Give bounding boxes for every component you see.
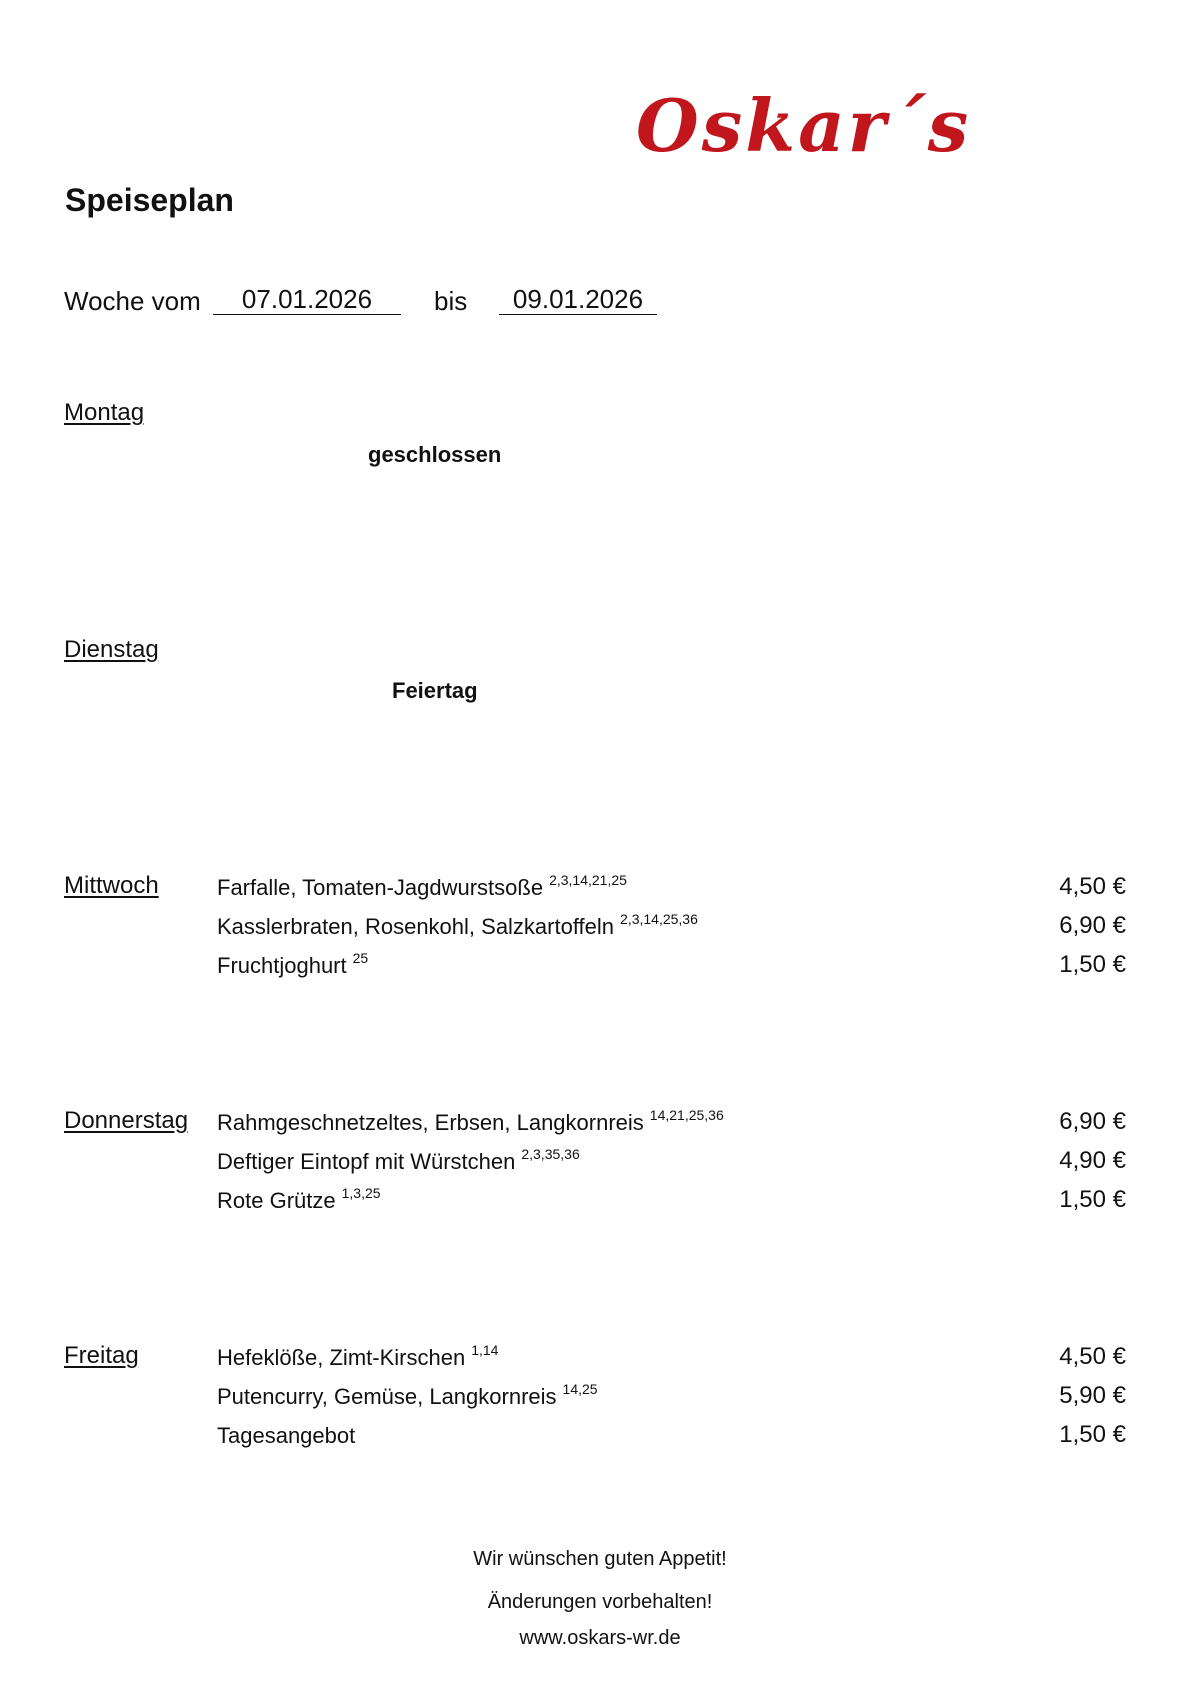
week-label: Woche vom <box>64 286 201 316</box>
dish-name: Rahmgeschnetzeltes, Erbsen, Langkornreis <box>217 1110 644 1135</box>
day-monday: Montag <box>64 399 145 426</box>
dish-price: 4,90 € <box>1059 1147 1126 1174</box>
dish-name: Fruchtjoghurt <box>217 953 347 978</box>
page-title: Speiseplan <box>65 182 234 218</box>
tuesday-note: Feiertag <box>392 678 478 703</box>
dish-price: 4,50 € <box>1059 873 1126 900</box>
dish-price: 6,90 € <box>1059 1108 1126 1135</box>
footer-disclaimer: Änderungen vorbehalten! <box>487 1591 713 1613</box>
dish-name: Kasslerbraten, Rosenkohl, Salzkartoffeln <box>217 914 615 939</box>
week-start-date: 07.01.2026 <box>213 286 401 315</box>
dish-name: Deftiger Eintopf mit Würstchen <box>217 1149 516 1174</box>
additives: 14,21,25,36 <box>649 1107 724 1123</box>
menu-item <box>217 1146 580 1174</box>
dish-name: Putencurry, Gemüse, Langkornreis <box>217 1384 557 1409</box>
day-tuesday: Dienstag <box>64 636 159 663</box>
dish-price: 4,50 € <box>1059 1343 1126 1370</box>
additives: 25 <box>352 950 369 966</box>
dish-name: Tagesangebot <box>217 1423 356 1448</box>
day-wednesday: Mittwoch <box>64 872 159 899</box>
additives: 2,3,14,21,25 <box>549 872 627 888</box>
footer-greeting: Wir wünschen guten Appetit! <box>473 1548 727 1570</box>
additives: 1,3,25 <box>341 1185 381 1201</box>
dish-price: 6,90 € <box>1059 912 1126 939</box>
dish-price: 1,50 € <box>1059 1421 1126 1448</box>
menu-item <box>217 911 698 939</box>
dish-price: 5,90 € <box>1059 1382 1126 1409</box>
dish-price: 1,50 € <box>1059 951 1126 978</box>
menu-item <box>217 1342 499 1370</box>
additives: 2,3,14,25,36 <box>620 911 698 927</box>
dish-name: Rote Grütze <box>217 1188 336 1213</box>
additives: 14,25 <box>562 1381 598 1397</box>
additives: 2,3,35,36 <box>521 1146 580 1162</box>
menu-item <box>217 1381 598 1409</box>
menu-item <box>217 950 369 978</box>
menu-item <box>217 1425 355 1447</box>
menu-item <box>217 1185 381 1213</box>
week-to-label: bis <box>434 286 468 316</box>
menu-item <box>217 1107 724 1135</box>
day-thursday: Donnerstag <box>64 1107 189 1134</box>
oskars-logo: Oskar´s <box>636 83 972 168</box>
additives: 1,14 <box>471 1342 499 1358</box>
menu-item <box>217 872 627 900</box>
dish-name: Hefeklöße, Zimt-Kirschen <box>217 1345 466 1370</box>
monday-note: geschlossen <box>368 442 502 467</box>
footer-website: www.oskars-wr.de <box>519 1627 681 1649</box>
week-end-date: 09.01.2026 <box>499 286 657 315</box>
dish-price: 1,50 € <box>1059 1186 1126 1213</box>
dish-name: Farfalle, Tomaten-Jagdwurstsoße <box>217 875 544 900</box>
day-friday: Freitag <box>64 1342 139 1369</box>
